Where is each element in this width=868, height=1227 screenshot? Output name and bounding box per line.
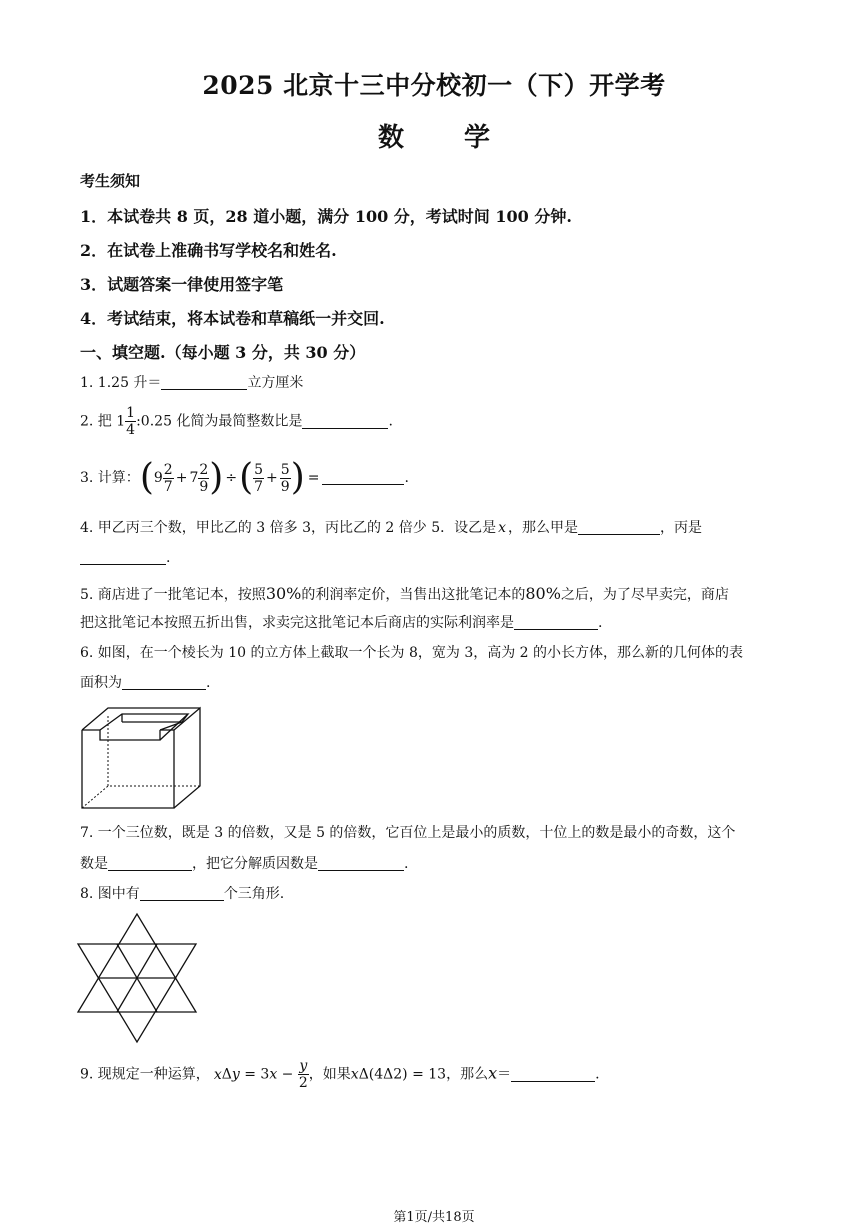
question-2: 2. 把 1 $\frac{1}{4}$ :0.25 化简为最简整数比是 . bbox=[80, 405, 393, 438]
answer-blank[interactable] bbox=[80, 548, 166, 565]
fraction: $\frac{2}{9}$ bbox=[199, 461, 209, 495]
question-7-line-1: 7. 一个三位数，既是 3 的倍数，又是 5 的倍数，它百位上是最小的质数，十位上的数是最小的奇数，这个 bbox=[80, 825, 736, 841]
question-6-line-1: 6. 如图，在一个棱长为 10 的立方体上截取一个长为 8，宽为 3，高为 2 的小长方体，那么新的几何体的表 bbox=[80, 645, 744, 661]
fraction: $\frac{y}{2}$ bbox=[298, 1058, 308, 1091]
question-5-line-1: 5. 商店进了一批笔记本，按照30%的利润率定价，当售出这批笔记本的80%之后，为了尽早卖完，商店 bbox=[80, 584, 729, 603]
answer-blank[interactable] bbox=[140, 884, 224, 901]
question-6-line-2: 面积为 . bbox=[80, 675, 211, 691]
question-4-line-1: 4. 甲乙丙三个数，甲比乙的 3 倍多 3，丙比乙的 2 倍少 5．设乙是 x ，那么甲是 ，丙是 bbox=[80, 520, 703, 536]
answer-blank[interactable] bbox=[161, 373, 247, 390]
answer-blank[interactable] bbox=[108, 854, 192, 871]
subject-char-1: 数 bbox=[377, 123, 404, 153]
answer-blank[interactable] bbox=[322, 468, 404, 485]
question-3: 3. 计算：(9 $\frac{2}{7}$ + 7 $\frac{2}{9}$ ) ÷( $\frac{5}{7}$ + $\frac{5}{9}$ ) = . bbox=[80, 457, 409, 498]
cube-figure bbox=[78, 702, 208, 814]
answer-blank[interactable] bbox=[318, 854, 404, 871]
answer-blank[interactable] bbox=[514, 613, 598, 630]
fraction: $\frac{2}{7}$ bbox=[163, 461, 173, 495]
notice-heading: 考生须知 bbox=[80, 172, 141, 190]
subject-char-2: 学 bbox=[464, 123, 491, 153]
notice-item-3: 3．试题答案一律使用签字笔 bbox=[80, 275, 284, 294]
fraction: $\frac{5}{7}$ bbox=[254, 461, 264, 495]
subject-title bbox=[0, 117, 868, 154]
question-4-line-2: . bbox=[80, 548, 170, 568]
answer-blank[interactable] bbox=[578, 518, 660, 535]
notice-item-4: 4．考试结束，将本试卷和草稿纸一并交回. bbox=[80, 309, 385, 328]
answer-blank[interactable] bbox=[511, 1065, 595, 1082]
page-number: 第1页/共18页 bbox=[393, 1210, 475, 1225]
section-heading: 一、填空题.（每小题 3 分，共 30 分） bbox=[80, 343, 366, 362]
notice-item-1: 1．本试卷共 8 页，28 道小题，满分 100 分，考试时间 100 分钟. bbox=[80, 207, 572, 226]
triangle-star-figure bbox=[74, 910, 200, 1046]
question-1: 1. 1.25 升＝ 立方厘米 bbox=[80, 375, 304, 391]
notice-item-2: 2．在试卷上准确书写学校名和姓名. bbox=[80, 241, 337, 260]
answer-blank[interactable] bbox=[302, 412, 388, 429]
exam-title: 2025 北京十三中分校初一（下）开学考 bbox=[202, 71, 666, 100]
question-7-line-2: 数是 ，把它分解质因数是 . bbox=[80, 856, 409, 872]
question-5-line-2: 把这批笔记本按照五折出售，求卖完这批笔记本后商店的实际利润率是 . bbox=[80, 615, 603, 631]
fraction: $\frac{5}{9}$ bbox=[280, 461, 290, 495]
question-9: 9. 现规定一种运算， xΔy = 3x − $\frac{y}{2}$ ，如果xΔ(4Δ2) = 13，那么x＝ . bbox=[80, 1058, 600, 1091]
fraction: $\frac{1}{4}$ bbox=[126, 405, 136, 438]
answer-blank[interactable] bbox=[122, 673, 206, 690]
question-8: 8. 图中有 个三角形. bbox=[80, 886, 285, 902]
